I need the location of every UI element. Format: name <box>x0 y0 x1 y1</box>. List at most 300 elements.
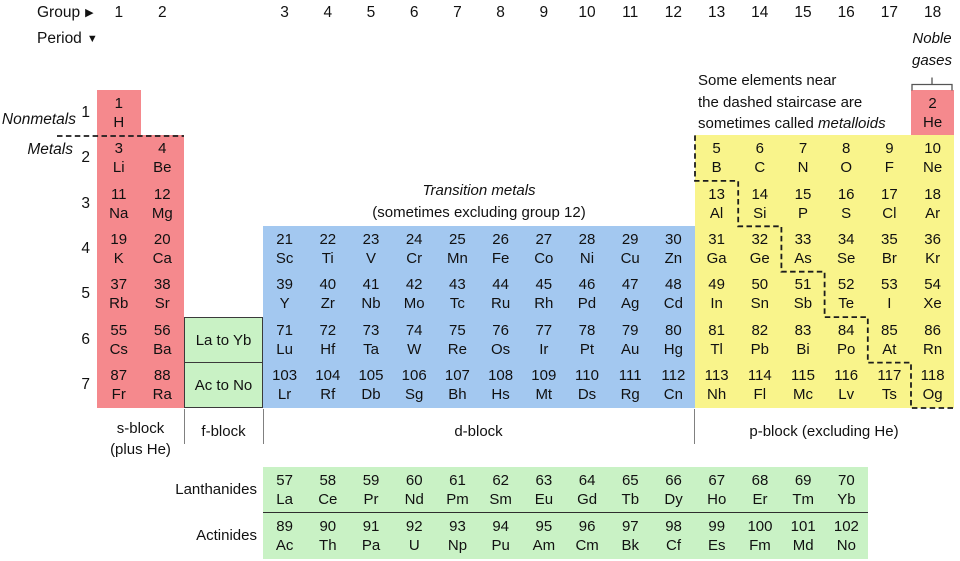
atomic-number: 61 <box>449 471 466 489</box>
element-cell-Sg <box>393 363 436 408</box>
element-symbol: Tl <box>710 340 723 358</box>
element-symbol: Ba <box>153 340 172 358</box>
metals-label: Metals <box>27 141 73 158</box>
element-cell-Fr <box>97 363 141 408</box>
period-number-7: 7 <box>81 376 90 394</box>
period-arrow-icon: ▼ <box>86 32 98 45</box>
element-cell-Gd <box>566 467 609 512</box>
element-symbol: Ge <box>749 249 770 267</box>
atomic-number: 104 <box>315 367 341 385</box>
element-cell-V <box>349 226 392 271</box>
element-symbol: Cl <box>882 204 897 222</box>
element-symbol: Sc <box>275 249 294 267</box>
element-symbol: Si <box>753 204 767 222</box>
element-symbol: Ir <box>539 340 549 358</box>
group-number-10: 10 <box>578 4 596 21</box>
element-symbol: S <box>841 204 852 222</box>
atomic-number: 29 <box>621 230 639 248</box>
element-symbol: Cr <box>406 249 423 267</box>
element-symbol: Ag <box>621 295 640 313</box>
element-cell-Eu <box>522 467 565 512</box>
atomic-number: 83 <box>794 321 812 339</box>
element-cell-Mo <box>393 272 436 317</box>
element-symbol: Cn <box>663 386 683 404</box>
atomic-number: 84 <box>837 321 855 339</box>
element-symbol: I <box>887 295 892 313</box>
element-symbol: Rf <box>320 386 336 404</box>
atomic-number: 26 <box>492 230 509 248</box>
element-symbol: Zr <box>320 295 335 313</box>
fblock-placeholder-la-yb: La to Yb <box>185 318 262 362</box>
element-symbol: Cu <box>620 249 640 267</box>
element-cell-Sc <box>263 226 306 271</box>
actinides-label: Actinides <box>196 526 257 544</box>
element-cell-Zn <box>652 226 695 271</box>
atomic-number: 102 <box>833 518 859 536</box>
element-symbol: Mo <box>403 295 425 313</box>
element-symbol: Ca <box>152 249 172 267</box>
atomic-number: 27 <box>535 230 553 248</box>
element-symbol: H <box>113 113 125 131</box>
fblock-placeholders <box>184 317 263 408</box>
element-cell-As <box>781 226 824 271</box>
atomic-number: 40 <box>319 276 337 294</box>
atomic-number: 8 <box>842 140 851 158</box>
group-axis-label <box>37 4 94 22</box>
group-number-14: 14 <box>751 4 769 21</box>
element-symbol: Bk <box>621 537 640 555</box>
element-cell-Yb <box>825 467 868 512</box>
atomic-number: 81 <box>708 321 725 339</box>
element-symbol: Mn <box>446 249 468 267</box>
element-symbol: Pa <box>361 537 381 555</box>
element-cell-Pb <box>738 317 781 362</box>
element-symbol: Lv <box>838 386 855 404</box>
element-cell-Cd <box>652 272 695 317</box>
element-symbol: Ra <box>152 386 172 404</box>
atomic-number: 23 <box>362 230 380 248</box>
noble-gases-bracket <box>912 78 952 91</box>
atomic-number: 66 <box>665 471 682 489</box>
element-cell-W <box>393 317 436 362</box>
element-symbol: Ni <box>579 249 595 267</box>
element-symbol: Hg <box>663 340 683 358</box>
element-cell-Pu <box>479 513 522 558</box>
element-symbol: No <box>836 537 856 555</box>
element-symbol: O <box>840 159 853 177</box>
atomic-number: 109 <box>531 367 557 385</box>
atomic-number: 5 <box>712 140 721 158</box>
atomic-number: 50 <box>751 276 769 294</box>
atomic-number: 98 <box>665 518 682 536</box>
element-symbol: V <box>365 249 376 267</box>
element-cell-Pr <box>349 467 392 512</box>
atomic-number: 85 <box>881 321 898 339</box>
element-symbol: Pu <box>491 537 510 555</box>
element-cell-Kr <box>911 226 954 271</box>
element-cell-P <box>781 181 824 226</box>
element-symbol: Tm <box>792 490 814 508</box>
element-cell-Ru <box>479 272 522 317</box>
element-symbol: Hf <box>320 340 336 358</box>
element-cell-Ta <box>349 317 392 362</box>
atomic-number: 65 <box>621 471 639 489</box>
element-symbol: Bi <box>796 340 810 358</box>
element-symbol: Rh <box>534 295 554 313</box>
period-number-6: 6 <box>81 330 90 348</box>
element-symbol: La <box>276 490 293 508</box>
element-cell-Tc <box>436 272 479 317</box>
atomic-number: 11 <box>110 185 127 203</box>
group-number-1: 1 <box>114 4 124 21</box>
group-number-5: 5 <box>366 4 376 21</box>
element-cell-Rh <box>522 272 565 317</box>
element-cell-H <box>97 90 141 135</box>
lanthanides-row <box>263 467 868 512</box>
atomic-number: 45 <box>535 276 553 294</box>
element-symbol: Hs <box>491 386 510 404</box>
transition-metals-title: Transition metals <box>422 182 536 199</box>
atomic-number: 71 <box>276 321 293 339</box>
element-cell-C <box>738 135 781 180</box>
element-cell-Ra <box>141 363 185 408</box>
element-cell-Pa <box>349 513 392 558</box>
element-symbol: As <box>794 249 812 267</box>
atomic-number: 46 <box>578 276 596 294</box>
noble-gases-line2: gases <box>911 52 953 69</box>
element-cell-No <box>825 513 868 558</box>
element-symbol: Re <box>447 340 467 358</box>
element-cell-Te <box>825 272 868 317</box>
atomic-number: 44 <box>492 276 509 294</box>
atomic-number: 56 <box>153 321 171 339</box>
atomic-number: 17 <box>881 185 898 203</box>
atomic-number: 97 <box>621 518 639 536</box>
element-symbol: Xe <box>923 295 942 313</box>
element-symbol: Th <box>319 537 337 555</box>
element-cell-Rf <box>306 363 349 408</box>
element-symbol: Cs <box>109 340 128 358</box>
element-cell-Os <box>479 317 522 362</box>
element-symbol: Ru <box>491 295 511 313</box>
element-symbol: B <box>711 159 722 177</box>
transition-metals-subtitle: (sometimes excluding group 12) <box>372 204 586 221</box>
element-symbol: Fe <box>491 249 510 267</box>
group-number-15: 15 <box>794 4 812 21</box>
element-cell-Db <box>349 363 392 408</box>
element-symbol: Ts <box>881 386 897 404</box>
element-cell-Fl <box>738 363 781 408</box>
element-cell-Lv <box>825 363 868 408</box>
group-number-11: 11 <box>622 4 639 21</box>
element-symbol: Sg <box>405 386 424 404</box>
element-cell-Ag <box>609 272 652 317</box>
atomic-number: 52 <box>837 276 855 294</box>
element-cell-Nd <box>393 467 436 512</box>
element-cell-Ni <box>565 226 608 271</box>
element-cell-Hs <box>479 363 522 408</box>
transition-metals-note <box>263 180 695 224</box>
element-cell-O <box>825 135 868 180</box>
atomic-number: 15 <box>794 185 812 203</box>
element-cell-Er <box>738 467 781 512</box>
group-number-18: 18 <box>923 4 942 21</box>
element-cell-Ga <box>695 226 738 271</box>
element-symbol: Po <box>837 340 856 358</box>
atomic-number: 106 <box>401 367 427 385</box>
element-symbol: Fm <box>749 537 771 555</box>
element-symbol: Lr <box>277 386 292 404</box>
element-cell-Re <box>436 317 479 362</box>
element-cell-Lu <box>263 317 306 362</box>
element-symbol: Mc <box>792 386 813 404</box>
atomic-number: 76 <box>492 321 509 339</box>
atomic-number: 2 <box>928 94 937 112</box>
atomic-number: 90 <box>319 518 337 536</box>
atomic-number: 18 <box>924 185 941 203</box>
atomic-number: 28 <box>578 230 596 248</box>
atomic-number: 82 <box>751 321 769 339</box>
element-symbol: Og <box>922 386 943 404</box>
element-symbol: K <box>113 249 124 267</box>
element-symbol: In <box>710 295 723 313</box>
period-axis-label <box>37 30 98 48</box>
element-symbol: Y <box>279 295 290 313</box>
atomic-number: 1 <box>114 94 123 112</box>
atomic-number: 86 <box>924 321 941 339</box>
atomic-number: 60 <box>405 471 423 489</box>
element-cell-Cm <box>566 513 609 558</box>
atomic-number: 101 <box>790 518 816 536</box>
element-cell-Bh <box>436 363 479 408</box>
atomic-number: 30 <box>665 230 682 248</box>
atomic-number: 77 <box>535 321 553 339</box>
atomic-number: 72 <box>319 321 337 339</box>
element-symbol: Bh <box>448 386 467 404</box>
group-number-17: 17 <box>880 4 899 21</box>
element-cell-Na <box>97 181 141 226</box>
element-cell-Tl <box>695 317 738 362</box>
element-symbol: C <box>754 159 766 177</box>
atomic-number: 42 <box>405 276 423 294</box>
atomic-number: 118 <box>920 367 945 385</box>
element-cell-Mn <box>436 226 479 271</box>
atomic-number: 20 <box>153 230 171 248</box>
element-symbol: Se <box>837 249 856 267</box>
element-cell-Sn <box>738 272 781 317</box>
atomic-number: 43 <box>449 276 466 294</box>
metalloids-word: metalloids <box>818 115 886 133</box>
legend-s-block: s-block (plus He) <box>110 420 171 458</box>
element-symbol: Md <box>792 537 814 555</box>
element-cell-Fe <box>479 226 522 271</box>
atomic-number: 35 <box>881 230 898 248</box>
group-number-3: 3 <box>280 4 289 21</box>
atomic-number: 38 <box>153 276 171 294</box>
element-symbol: Sb <box>793 295 813 313</box>
element-cell-Cn <box>652 363 695 408</box>
atomic-number: 41 <box>362 276 380 294</box>
legend-p-block: p-block (excluding He) <box>749 423 899 440</box>
atomic-number: 91 <box>362 518 380 536</box>
element-symbol: Nd <box>404 490 424 508</box>
element-symbol: Ds <box>577 386 597 404</box>
atomic-number: 25 <box>449 230 466 248</box>
atomic-number: 33 <box>794 230 812 248</box>
element-symbol: Mg <box>151 204 173 222</box>
atomic-number: 103 <box>272 367 298 385</box>
group-number-6: 6 <box>409 4 419 21</box>
element-cell-Pm <box>436 467 479 512</box>
element-cell-Sm <box>479 467 522 512</box>
element-cell-Ca <box>141 226 185 271</box>
atomic-number: 87 <box>110 367 128 385</box>
element-cell-He <box>911 90 954 135</box>
element-symbol: Ho <box>707 490 727 508</box>
element-cell-Th <box>306 513 349 558</box>
element-symbol: Ac <box>275 537 294 555</box>
element-cell-Cr <box>393 226 436 271</box>
atomic-number: 51 <box>794 276 812 294</box>
atomic-number: 110 <box>575 367 599 385</box>
element-cell-Cl <box>868 181 911 226</box>
atomic-number: 95 <box>535 518 553 536</box>
atomic-number: 10 <box>924 140 941 158</box>
element-symbol: Sm <box>489 490 512 508</box>
element-cell-Tb <box>609 467 652 512</box>
atomic-number: 24 <box>405 230 423 248</box>
element-symbol: F <box>884 159 894 177</box>
group-number-9: 9 <box>539 4 549 21</box>
element-cell-Hf <box>306 317 349 362</box>
element-cell-Br <box>868 226 911 271</box>
element-symbol: Tb <box>621 490 640 508</box>
atomic-number: 12 <box>153 185 171 203</box>
element-cell-Md <box>782 513 825 558</box>
element-cell-Be <box>141 135 185 180</box>
element-symbol: U <box>408 537 420 555</box>
element-symbol: Os <box>491 340 511 358</box>
element-symbol: Cf <box>666 537 682 555</box>
atomic-number: 115 <box>791 367 815 385</box>
element-symbol: Am <box>532 537 556 555</box>
element-cell-Rb <box>97 272 141 317</box>
atomic-number: 6 <box>755 140 764 158</box>
noble-gases-label <box>899 28 960 72</box>
atomic-number: 93 <box>449 518 466 536</box>
element-cell-Li <box>97 135 141 180</box>
fblock-series-table <box>263 467 868 559</box>
element-symbol: Gd <box>577 490 598 508</box>
noble-gases-line1: Noble <box>912 30 952 47</box>
atomic-number: 99 <box>708 518 726 536</box>
element-cell-Np <box>436 513 479 558</box>
atomic-number: 34 <box>837 230 855 248</box>
element-cell-Ds <box>565 363 608 408</box>
atomic-number: 114 <box>747 367 772 385</box>
element-cell-F <box>868 135 911 180</box>
atomic-number: 63 <box>535 471 553 489</box>
atomic-number: 14 <box>751 185 769 203</box>
element-cell-Nb <box>349 272 392 317</box>
atomic-number: 32 <box>751 230 769 248</box>
element-symbol: Nh <box>707 386 727 404</box>
nonmetals-label: Nonmetals <box>1 111 76 128</box>
atomic-number: 78 <box>578 321 596 339</box>
element-symbol: P <box>797 204 808 222</box>
atomic-number: 75 <box>449 321 466 339</box>
atomic-number: 113 <box>704 367 729 385</box>
element-symbol: Pm <box>446 490 469 508</box>
atomic-number: 107 <box>444 367 470 385</box>
atomic-number: 96 <box>578 518 596 536</box>
element-cell-Si <box>738 181 781 226</box>
period-number-3: 3 <box>81 194 90 212</box>
group-axis-text: Group <box>37 4 81 21</box>
element-symbol: Li <box>112 159 125 177</box>
element-cell-S <box>825 181 868 226</box>
group-arrow-icon: ▶ <box>85 6 94 19</box>
element-cell-Y <box>263 272 306 317</box>
element-cell-Tm <box>782 467 825 512</box>
lanthanides-label: Lanthanides <box>175 481 257 499</box>
atomic-number: 92 <box>405 518 423 536</box>
atomic-number: 53 <box>881 276 898 294</box>
atomic-number: 79 <box>621 321 639 339</box>
atomic-number: 13 <box>708 185 725 203</box>
element-cell-B <box>695 135 738 180</box>
period-number-1: 1 <box>81 103 90 121</box>
atomic-number: 21 <box>276 230 293 248</box>
element-symbol: Ar <box>925 204 941 222</box>
atomic-number: 67 <box>708 471 726 489</box>
period-number-2: 2 <box>81 149 90 167</box>
atomic-number: 100 <box>747 518 773 536</box>
element-symbol: Sr <box>154 295 170 313</box>
element-cell-Sb <box>781 272 824 317</box>
element-cell-Mt <box>522 363 565 408</box>
atomic-number: 116 <box>834 367 859 385</box>
element-cell-Zr <box>306 272 349 317</box>
element-cell-Nh <box>695 363 738 408</box>
atomic-number: 48 <box>665 276 682 294</box>
atomic-number: 37 <box>110 276 128 294</box>
atomic-number: 117 <box>877 367 902 385</box>
metalloids-note-line2: the dashed staircase are <box>698 93 863 111</box>
element-cell-In <box>695 272 738 317</box>
element-symbol: Pb <box>750 340 769 358</box>
element-symbol: Sn <box>750 295 769 313</box>
element-cell-Co <box>522 226 565 271</box>
element-cell-U <box>393 513 436 558</box>
element-symbol: Te <box>838 295 855 313</box>
group-number-8: 8 <box>496 4 505 21</box>
element-symbol: Be <box>153 159 172 177</box>
element-symbol: Rn <box>923 340 943 358</box>
group-number-4: 4 <box>323 4 333 21</box>
element-cell-Dy <box>652 467 695 512</box>
element-symbol: Al <box>709 204 724 222</box>
element-cell-Cs <box>97 317 141 362</box>
element-cell-Bi <box>781 317 824 362</box>
atomic-number: 74 <box>405 321 423 339</box>
element-symbol: Np <box>447 537 468 555</box>
element-cell-Al <box>695 181 738 226</box>
element-cell-At <box>868 317 911 362</box>
element-symbol: Eu <box>534 490 554 508</box>
element-cell-Fm <box>738 513 781 558</box>
element-cell-Es <box>695 513 738 558</box>
